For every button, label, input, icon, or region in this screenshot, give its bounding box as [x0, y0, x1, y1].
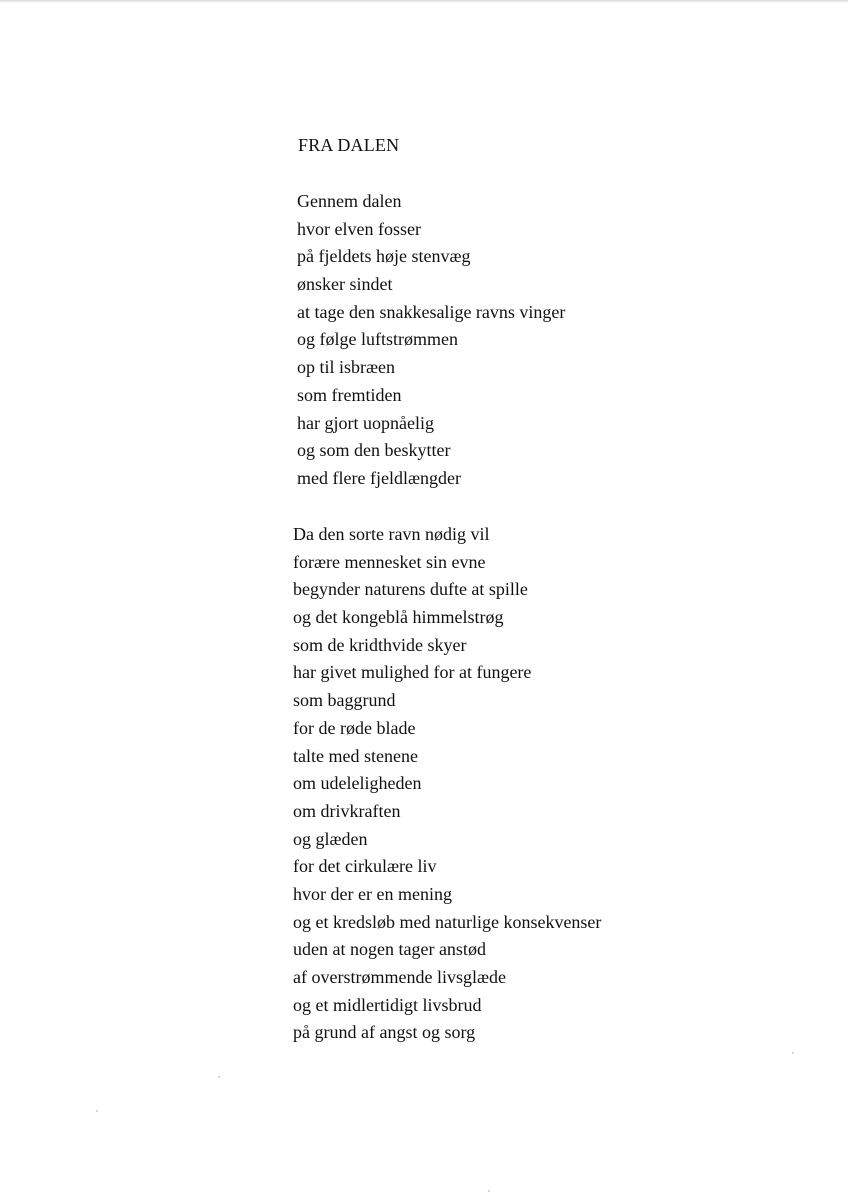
- poem-line: uden at nogen tager anstød: [293, 939, 486, 960]
- poem-line: på fjeldets høje stenvæg: [297, 246, 471, 267]
- poem-line: og et midlertidigt livsbrud: [293, 994, 482, 1015]
- poem-line: hvor elven fosser: [297, 218, 421, 239]
- poem-line: talte med stenene: [293, 745, 418, 766]
- poem-line: har gjort uopnåelig: [297, 412, 434, 433]
- poem-line: Da den sorte ravn nødig vil: [293, 524, 490, 544]
- poem-line: forære mennesket sin evne: [293, 551, 486, 572]
- stanza-1: [297, 188, 565, 493]
- scan-speck: [488, 1190, 490, 1192]
- poem-line: at tage den snakkesalige ravns vinger: [297, 301, 566, 322]
- poem-line: ønsker sindet: [297, 274, 393, 295]
- scan-speck: [96, 1110, 98, 1112]
- poem-line: og det kongeblå himmelstrøg: [293, 607, 504, 628]
- poem-line: som fremtiden: [297, 384, 402, 405]
- poem-line: for de røde blade: [293, 717, 416, 738]
- scan-top-edge: [0, 0, 848, 3]
- poem-title: FRA DALEN: [298, 135, 400, 155]
- poem-line: og følge luftstrømmen: [297, 329, 458, 350]
- poem-line: af overstrømmende livsglæde: [293, 967, 506, 987]
- poem-line: Gennem dalen: [297, 191, 402, 211]
- poem-line: hvor der er en mening: [293, 883, 452, 904]
- poem-line: om udeleligheden: [293, 773, 422, 794]
- poem-line: har givet mulighed for at fungere: [293, 662, 532, 683]
- poem-line: begynder naturens dufte at spille: [293, 579, 528, 600]
- poem-line: om drivkraften: [293, 800, 401, 821]
- poem-line: med flere fjeldlængder: [297, 467, 461, 488]
- scan-speck: [792, 1052, 794, 1054]
- stanza-2: [293, 521, 601, 1047]
- poem-line: op til isbræen: [297, 357, 395, 378]
- poem-line: på grund af angst og sorg: [293, 1022, 476, 1043]
- poem-line: og et kredsløb med naturlige konsekvenser: [293, 911, 602, 932]
- poem-line: og glæden: [293, 828, 368, 849]
- poem-line: som baggrund: [293, 690, 396, 711]
- poem-line: for det cirkulære liv: [293, 856, 437, 877]
- scan-speck: [218, 1076, 220, 1078]
- poem-line: og som den beskytter: [297, 440, 451, 461]
- poem-line: som de kridthvide skyer: [293, 634, 467, 655]
